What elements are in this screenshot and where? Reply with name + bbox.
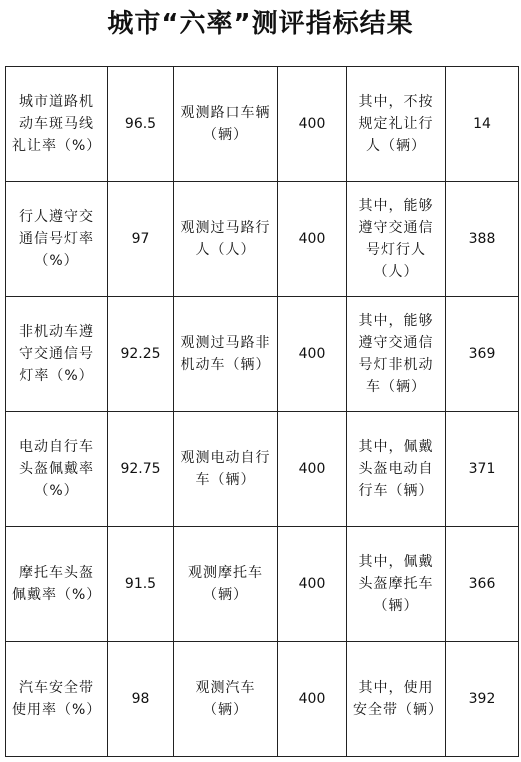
table-row	[6, 182, 519, 297]
table-row	[6, 527, 519, 642]
results-table	[5, 66, 519, 757]
count-cell: 400	[278, 642, 347, 757]
count-cell: 400	[278, 297, 347, 412]
indicator-cell: 摩托车头盔佩戴率（%）	[6, 527, 108, 642]
indicator-cell: 城市道路机动车斑马线礼让率（%）	[6, 67, 108, 182]
rate-cell: 97	[108, 182, 174, 297]
sub-label-cell: 其中，能够遵守交通信号灯非机动车（辆）	[347, 297, 446, 412]
observed-cell: 观测过马路非机动车（辆）	[174, 297, 278, 412]
sub-value-cell: 392	[446, 642, 519, 757]
table-row	[6, 642, 519, 757]
sub-value-cell: 369	[446, 297, 519, 412]
count-cell: 400	[278, 67, 347, 182]
count-cell: 400	[278, 412, 347, 527]
observed-cell: 观测摩托车（辆）	[174, 527, 278, 642]
rate-cell: 92.75	[108, 412, 174, 527]
indicator-cell: 行人遵守交通信号灯率（%）	[6, 182, 108, 297]
indicator-cell: 汽车安全带使用率（%）	[6, 642, 108, 757]
table-row	[6, 67, 519, 182]
observed-cell: 观测电动自行车（辆）	[174, 412, 278, 527]
count-cell: 400	[278, 527, 347, 642]
sub-value-cell: 388	[446, 182, 519, 297]
indicator-cell: 电动自行车头盔佩戴率（%）	[6, 412, 108, 527]
sub-value-cell: 14	[446, 67, 519, 182]
sub-value-cell: 371	[446, 412, 519, 527]
observed-cell: 观测过马路行人（人）	[174, 182, 278, 297]
observed-cell: 观测汽车（辆）	[174, 642, 278, 757]
sub-label-cell: 其中，不按规定礼让行人（辆）	[347, 67, 446, 182]
sub-label-cell: 其中，使用安全带（辆）	[347, 642, 446, 757]
rate-cell: 98	[108, 642, 174, 757]
count-cell: 400	[278, 182, 347, 297]
sub-value-cell: 366	[446, 527, 519, 642]
page-title: 城市“六率”测评指标结果	[107, 9, 414, 39]
rate-cell: 92.25	[108, 297, 174, 412]
observed-cell: 观测路口车辆（辆）	[174, 67, 278, 182]
table-row	[6, 297, 519, 412]
table-row	[6, 412, 519, 527]
rate-cell: 91.5	[108, 527, 174, 642]
sub-label-cell: 其中，佩戴头盔电动自行车（辆）	[347, 412, 446, 527]
sub-label-cell: 其中，能够遵守交通信号灯行人（人）	[347, 182, 446, 297]
rate-cell: 96.5	[108, 67, 174, 182]
indicator-cell: 非机动车遵守交通信号灯率（%）	[6, 297, 108, 412]
sub-label-cell: 其中，佩戴头盔摩托车（辆）	[347, 527, 446, 642]
